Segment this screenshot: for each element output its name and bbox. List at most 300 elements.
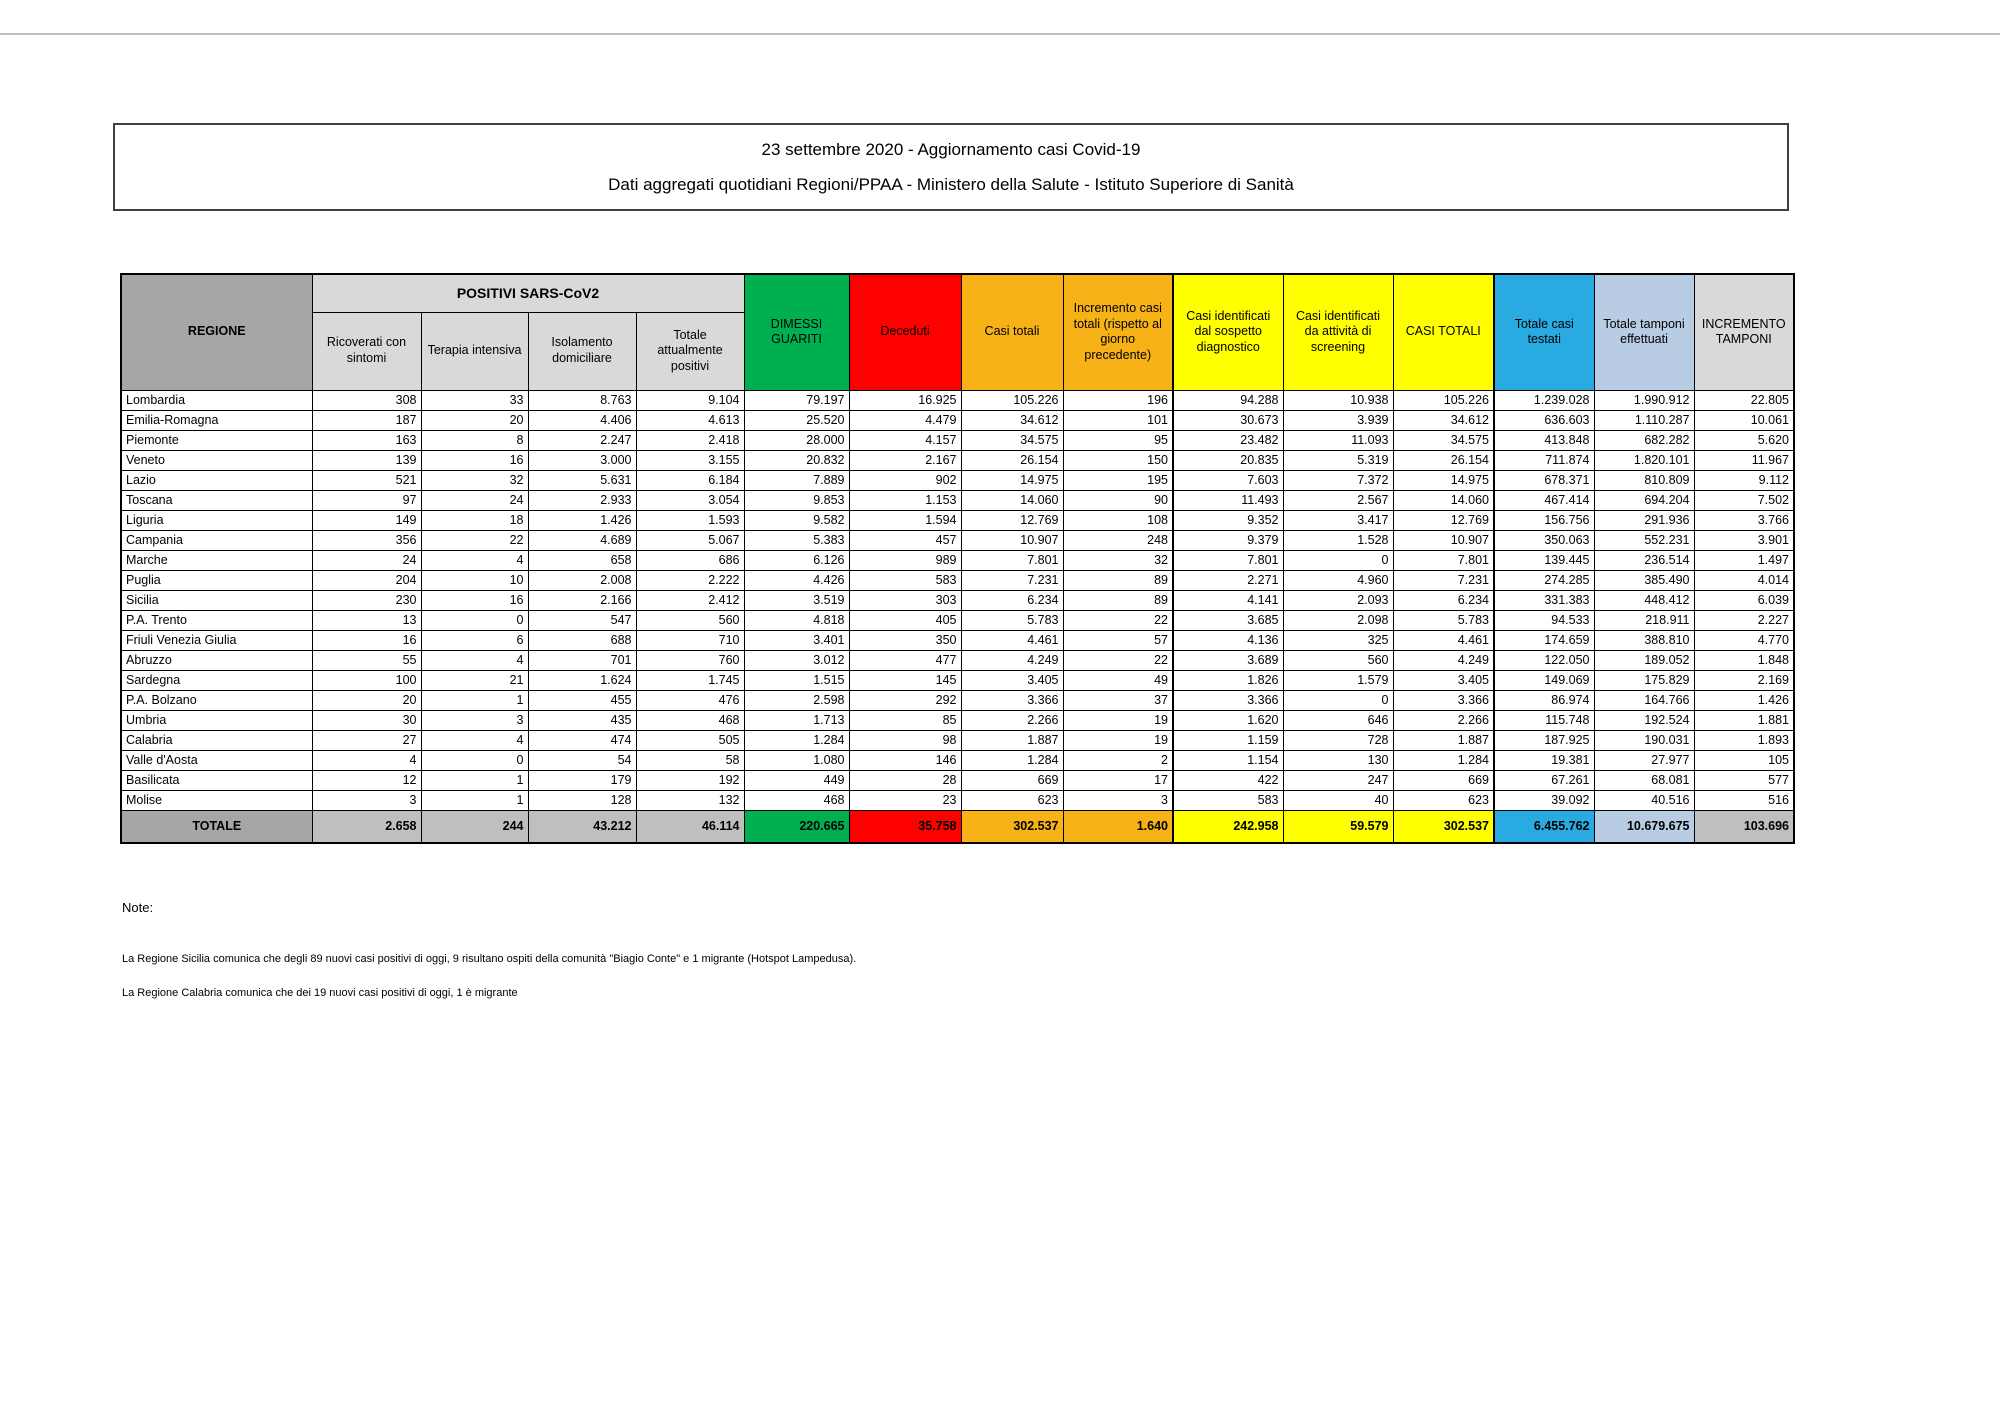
value-cell: 6.234: [1393, 590, 1494, 610]
value-cell: 0: [1283, 690, 1393, 710]
value-cell: 14.060: [1393, 490, 1494, 510]
covid-data-table: [120, 273, 1795, 844]
value-cell: 474: [528, 730, 636, 750]
value-cell: 1.284: [744, 730, 849, 750]
region-name-cell: Puglia: [121, 570, 312, 590]
value-cell: 1.159: [1173, 730, 1283, 750]
value-cell: 204: [312, 570, 421, 590]
value-cell: 14.975: [1393, 470, 1494, 490]
value-cell: 189.052: [1594, 650, 1694, 670]
value-cell: 16: [421, 590, 528, 610]
value-cell: 1.848: [1694, 650, 1794, 670]
value-cell: 1.426: [528, 510, 636, 530]
value-cell: 2.271: [1173, 570, 1283, 590]
note-line-1: La Regione Sicilia comunica che degli 89 nuovi casi positivi di oggi, 9 risultano ospiti della comunità "Biagio Conte" e 1 migrante (Hotspot Lampedusa).: [122, 953, 857, 965]
table-row: [121, 510, 1794, 530]
table-row: [121, 690, 1794, 710]
header-isolamento: Isolamento domiciliare: [528, 312, 636, 390]
value-cell: 3.366: [1173, 690, 1283, 710]
value-cell: 230: [312, 590, 421, 610]
value-cell: 179: [528, 770, 636, 790]
header-positivi-group: POSITIVI SARS-CoV2: [312, 274, 744, 312]
value-cell: 12.769: [1393, 510, 1494, 530]
value-cell: 7.603: [1173, 470, 1283, 490]
value-cell: 3.155: [636, 450, 744, 470]
value-cell: 457: [849, 530, 961, 550]
value-cell: 405: [849, 610, 961, 630]
total-value-cell: 220.665: [744, 810, 849, 843]
value-cell: 4.014: [1694, 570, 1794, 590]
value-cell: 24: [312, 550, 421, 570]
value-cell: 10.061: [1694, 410, 1794, 430]
value-cell: 40.516: [1594, 790, 1694, 810]
value-cell: 3.685: [1173, 610, 1283, 630]
value-cell: 4: [421, 550, 528, 570]
value-cell: 55: [312, 650, 421, 670]
value-cell: 21: [421, 670, 528, 690]
value-cell: 2.598: [744, 690, 849, 710]
value-cell: 552.231: [1594, 530, 1694, 550]
total-value-cell: 244: [421, 810, 528, 843]
value-cell: 9.352: [1173, 510, 1283, 530]
value-cell: 0: [421, 750, 528, 770]
value-cell: 4: [421, 730, 528, 750]
value-cell: 19: [1063, 730, 1173, 750]
value-cell: 192: [636, 770, 744, 790]
table-row: [121, 570, 1794, 590]
value-cell: 636.603: [1494, 410, 1594, 430]
value-cell: 1.284: [961, 750, 1063, 770]
value-cell: 350.063: [1494, 530, 1594, 550]
total-value-cell: 1.640: [1063, 810, 1173, 843]
value-cell: 3: [421, 710, 528, 730]
value-cell: 694.204: [1594, 490, 1694, 510]
value-cell: 17: [1063, 770, 1173, 790]
region-name-cell: P.A. Trento: [121, 610, 312, 630]
value-cell: 3.405: [1393, 670, 1494, 690]
header-dimessi-guariti: DIMESSI GUARITI: [744, 274, 849, 390]
value-cell: 623: [961, 790, 1063, 810]
total-value-cell: 43.212: [528, 810, 636, 843]
value-cell: 130: [1283, 750, 1393, 770]
total-value-cell: 46.114: [636, 810, 744, 843]
value-cell: 1.080: [744, 750, 849, 770]
header-incremento-tamponi: INCREMENTO TAMPONI: [1694, 274, 1794, 390]
value-cell: 646: [1283, 710, 1393, 730]
value-cell: 97: [312, 490, 421, 510]
value-cell: 1.826: [1173, 670, 1283, 690]
value-cell: 5.631: [528, 470, 636, 490]
value-cell: 34.612: [1393, 410, 1494, 430]
value-cell: 4.461: [961, 630, 1063, 650]
value-cell: 7.231: [961, 570, 1063, 590]
value-cell: 12: [312, 770, 421, 790]
value-cell: 4.249: [1393, 650, 1494, 670]
value-cell: 711.874: [1494, 450, 1594, 470]
value-cell: 4.249: [961, 650, 1063, 670]
value-cell: 2.266: [961, 710, 1063, 730]
value-cell: 34.575: [1393, 430, 1494, 450]
title-box: [113, 123, 1789, 211]
value-cell: 4.479: [849, 410, 961, 430]
value-cell: 6.126: [744, 550, 849, 570]
table-row: [121, 470, 1794, 490]
value-cell: 422: [1173, 770, 1283, 790]
table-row: [121, 650, 1794, 670]
table-row: [121, 710, 1794, 730]
value-cell: 14.060: [961, 490, 1063, 510]
value-cell: 3.366: [961, 690, 1063, 710]
value-cell: 9.379: [1173, 530, 1283, 550]
value-cell: 583: [849, 570, 961, 590]
value-cell: 1.620: [1173, 710, 1283, 730]
value-cell: 19: [1063, 710, 1173, 730]
value-cell: 4.689: [528, 530, 636, 550]
value-cell: 760: [636, 650, 744, 670]
value-cell: 4.960: [1283, 570, 1393, 590]
value-cell: 547: [528, 610, 636, 630]
value-cell: 1.593: [636, 510, 744, 530]
table-row: [121, 530, 1794, 550]
value-cell: 1.624: [528, 670, 636, 690]
value-cell: 115.748: [1494, 710, 1594, 730]
value-cell: 20.832: [744, 450, 849, 470]
value-cell: 989: [849, 550, 961, 570]
value-cell: 94.533: [1494, 610, 1594, 630]
value-cell: 4.406: [528, 410, 636, 430]
value-cell: 139.445: [1494, 550, 1594, 570]
value-cell: 236.514: [1594, 550, 1694, 570]
value-cell: 560: [1283, 650, 1393, 670]
value-cell: 27.977: [1594, 750, 1694, 770]
region-name-cell: Veneto: [121, 450, 312, 470]
value-cell: 1.154: [1173, 750, 1283, 770]
value-cell: 2: [1063, 750, 1173, 770]
title-line-2: Dati aggregati quotidiani Regioni/PPAA - Ministero della Salute - Istituto Superiore di Sanità: [608, 174, 1294, 194]
value-cell: 7.231: [1393, 570, 1494, 590]
value-cell: 23: [849, 790, 961, 810]
value-cell: 1.284: [1393, 750, 1494, 770]
value-cell: 3.689: [1173, 650, 1283, 670]
value-cell: 32: [421, 470, 528, 490]
header-casi-totali: Casi totali: [961, 274, 1063, 390]
value-cell: 34.575: [961, 430, 1063, 450]
value-cell: 3.519: [744, 590, 849, 610]
table-row: [121, 670, 1794, 690]
value-cell: 4: [312, 750, 421, 770]
value-cell: 11.493: [1173, 490, 1283, 510]
value-cell: 7.502: [1694, 490, 1794, 510]
value-cell: 22: [1063, 610, 1173, 630]
table-row: [121, 490, 1794, 510]
value-cell: 686: [636, 550, 744, 570]
value-cell: 1.528: [1283, 530, 1393, 550]
value-cell: 682.282: [1594, 430, 1694, 450]
value-cell: 19.381: [1494, 750, 1594, 770]
total-value-cell: 10.679.675: [1594, 810, 1694, 843]
value-cell: 356: [312, 530, 421, 550]
value-cell: 149: [312, 510, 421, 530]
value-cell: 90: [1063, 490, 1173, 510]
region-name-cell: Umbria: [121, 710, 312, 730]
value-cell: 95: [1063, 430, 1173, 450]
value-cell: 192.524: [1594, 710, 1694, 730]
value-cell: 2.247: [528, 430, 636, 450]
value-cell: 139: [312, 450, 421, 470]
value-cell: 5.067: [636, 530, 744, 550]
value-cell: 468: [636, 710, 744, 730]
value-cell: 98: [849, 730, 961, 750]
value-cell: 1.713: [744, 710, 849, 730]
total-value-cell: 6.455.762: [1494, 810, 1594, 843]
page-top-divider: [0, 33, 2000, 35]
header-sospetto-diagnostico: Casi identificati dal sospetto diagnostico: [1173, 274, 1283, 390]
value-cell: 4.426: [744, 570, 849, 590]
value-cell: 175.829: [1594, 670, 1694, 690]
value-cell: 1.426: [1694, 690, 1794, 710]
value-cell: 11.093: [1283, 430, 1393, 450]
note-line-2: La Regione Calabria comunica che dei 19 nuovi casi positivi di oggi, 1 è migrante: [122, 987, 518, 999]
value-cell: 623: [1393, 790, 1494, 810]
value-cell: 16: [312, 630, 421, 650]
region-name-cell: Friuli Venezia Giulia: [121, 630, 312, 650]
value-cell: 8: [421, 430, 528, 450]
value-cell: 8.763: [528, 390, 636, 410]
value-cell: 2.008: [528, 570, 636, 590]
value-cell: 577: [1694, 770, 1794, 790]
value-cell: 20: [421, 410, 528, 430]
table-row: [121, 770, 1794, 790]
value-cell: 1.745: [636, 670, 744, 690]
total-value-cell: 2.658: [312, 810, 421, 843]
value-cell: 146: [849, 750, 961, 770]
value-cell: 28: [849, 770, 961, 790]
value-cell: 658: [528, 550, 636, 570]
value-cell: 2.093: [1283, 590, 1393, 610]
value-cell: 3.401: [744, 630, 849, 650]
total-row: [121, 810, 1794, 843]
value-cell: 196: [1063, 390, 1173, 410]
value-cell: 1.820.101: [1594, 450, 1694, 470]
notes-title: Note:: [122, 900, 154, 915]
header-casi-testati: Totale casi testati: [1494, 274, 1594, 390]
value-cell: 22: [1063, 650, 1173, 670]
value-cell: 448.412: [1594, 590, 1694, 610]
value-cell: 16.925: [849, 390, 961, 410]
value-cell: 2.567: [1283, 490, 1393, 510]
value-cell: 669: [1393, 770, 1494, 790]
value-cell: 6.184: [636, 470, 744, 490]
value-cell: 67.261: [1494, 770, 1594, 790]
region-name-cell: P.A. Bolzano: [121, 690, 312, 710]
value-cell: 303: [849, 590, 961, 610]
value-cell: 85: [849, 710, 961, 730]
value-cell: 4.461: [1393, 630, 1494, 650]
value-cell: 413.848: [1494, 430, 1594, 450]
value-cell: 9.104: [636, 390, 744, 410]
value-cell: 468: [744, 790, 849, 810]
value-cell: 174.659: [1494, 630, 1594, 650]
table-row: [121, 450, 1794, 470]
value-cell: 5.319: [1283, 450, 1393, 470]
value-cell: 810.809: [1594, 470, 1694, 490]
value-cell: 9.853: [744, 490, 849, 510]
value-cell: 164.766: [1594, 690, 1694, 710]
value-cell: 1.881: [1694, 710, 1794, 730]
value-cell: 89: [1063, 590, 1173, 610]
value-cell: 292: [849, 690, 961, 710]
value-cell: 9.112: [1694, 470, 1794, 490]
value-cell: 28.000: [744, 430, 849, 450]
header-regione: REGIONE: [121, 274, 312, 390]
value-cell: 516: [1694, 790, 1794, 810]
value-cell: 2.266: [1393, 710, 1494, 730]
value-cell: 435: [528, 710, 636, 730]
value-cell: 39.092: [1494, 790, 1594, 810]
region-name-cell: Lombardia: [121, 390, 312, 410]
value-cell: 58: [636, 750, 744, 770]
value-cell: 86.974: [1494, 690, 1594, 710]
value-cell: 3.405: [961, 670, 1063, 690]
header-casi-totali-2: CASI TOTALI: [1393, 274, 1494, 390]
value-cell: 331.383: [1494, 590, 1594, 610]
value-cell: 18: [421, 510, 528, 530]
region-name-cell: Marche: [121, 550, 312, 570]
value-cell: 22: [421, 530, 528, 550]
value-cell: 10.907: [1393, 530, 1494, 550]
value-cell: 49: [1063, 670, 1173, 690]
value-cell: 34.612: [961, 410, 1063, 430]
value-cell: 325: [1283, 630, 1393, 650]
table-row: [121, 590, 1794, 610]
value-cell: 2.098: [1283, 610, 1393, 630]
value-cell: 79.197: [744, 390, 849, 410]
value-cell: 33: [421, 390, 528, 410]
value-cell: 105: [1694, 750, 1794, 770]
value-cell: 4.141: [1173, 590, 1283, 610]
table-row: [121, 610, 1794, 630]
title-line-1: 23 settembre 2020 - Aggiornamento casi Covid-19: [761, 139, 1141, 159]
total-value-cell: 302.537: [1393, 810, 1494, 843]
value-cell: 710: [636, 630, 744, 650]
value-cell: 108: [1063, 510, 1173, 530]
value-cell: 2.222: [636, 570, 744, 590]
region-name-cell: Calabria: [121, 730, 312, 750]
value-cell: 7.889: [744, 470, 849, 490]
value-cell: 1.579: [1283, 670, 1393, 690]
value-cell: 4.136: [1173, 630, 1283, 650]
value-cell: 54: [528, 750, 636, 770]
value-cell: 3.000: [528, 450, 636, 470]
table-row: [121, 630, 1794, 650]
total-value-cell: 242.958: [1173, 810, 1283, 843]
region-name-cell: Piemonte: [121, 430, 312, 450]
value-cell: 187: [312, 410, 421, 430]
value-cell: 6.234: [961, 590, 1063, 610]
value-cell: 101: [1063, 410, 1173, 430]
value-cell: 6: [421, 630, 528, 650]
value-cell: 678.371: [1494, 470, 1594, 490]
value-cell: 5.783: [1393, 610, 1494, 630]
value-cell: 902: [849, 470, 961, 490]
value-cell: 3: [312, 790, 421, 810]
value-cell: 132: [636, 790, 744, 810]
value-cell: 163: [312, 430, 421, 450]
header-terapia-intensiva: Terapia intensiva: [421, 312, 528, 390]
region-name-cell: Molise: [121, 790, 312, 810]
value-cell: 156.756: [1494, 510, 1594, 530]
value-cell: 521: [312, 470, 421, 490]
value-cell: 4: [421, 650, 528, 670]
value-cell: 105.226: [1393, 390, 1494, 410]
value-cell: 10: [421, 570, 528, 590]
value-cell: 68.081: [1594, 770, 1694, 790]
value-cell: 248: [1063, 530, 1173, 550]
header-screening: Casi identificati da attività di screening: [1283, 274, 1393, 390]
value-cell: 2.412: [636, 590, 744, 610]
value-cell: 57: [1063, 630, 1173, 650]
total-value-cell: 302.537: [961, 810, 1063, 843]
value-cell: 688: [528, 630, 636, 650]
value-cell: 27: [312, 730, 421, 750]
value-cell: 449: [744, 770, 849, 790]
value-cell: 4.770: [1694, 630, 1794, 650]
value-cell: 105.226: [961, 390, 1063, 410]
value-cell: 100: [312, 670, 421, 690]
header-ricoverati: Ricoverati con sintomi: [312, 312, 421, 390]
value-cell: 37: [1063, 690, 1173, 710]
value-cell: 3: [1063, 790, 1173, 810]
region-name-cell: Campania: [121, 530, 312, 550]
value-cell: 2.166: [528, 590, 636, 610]
value-cell: 3.766: [1694, 510, 1794, 530]
value-cell: 1.110.287: [1594, 410, 1694, 430]
value-cell: 195: [1063, 470, 1173, 490]
value-cell: 1: [421, 690, 528, 710]
value-cell: 388.810: [1594, 630, 1694, 650]
value-cell: 274.285: [1494, 570, 1594, 590]
value-cell: 476: [636, 690, 744, 710]
value-cell: 128: [528, 790, 636, 810]
value-cell: 30.673: [1173, 410, 1283, 430]
value-cell: 1.497: [1694, 550, 1794, 570]
value-cell: 24: [421, 490, 528, 510]
table-row: [121, 390, 1794, 410]
value-cell: 145: [849, 670, 961, 690]
value-cell: 5.383: [744, 530, 849, 550]
region-name-cell: Lazio: [121, 470, 312, 490]
value-cell: 1.594: [849, 510, 961, 530]
value-cell: 12.769: [961, 510, 1063, 530]
value-cell: 187.925: [1494, 730, 1594, 750]
value-cell: 1.893: [1694, 730, 1794, 750]
value-cell: 4.613: [636, 410, 744, 430]
value-cell: 3.366: [1393, 690, 1494, 710]
value-cell: 0: [421, 610, 528, 630]
value-cell: 350: [849, 630, 961, 650]
total-value-cell: 103.696: [1694, 810, 1794, 843]
value-cell: 2.167: [849, 450, 961, 470]
value-cell: 2.169: [1694, 670, 1794, 690]
value-cell: 20: [312, 690, 421, 710]
region-name-cell: Abruzzo: [121, 650, 312, 670]
region-name-cell: Emilia-Romagna: [121, 410, 312, 430]
value-cell: 7.801: [961, 550, 1063, 570]
value-cell: 5.620: [1694, 430, 1794, 450]
value-cell: 467.414: [1494, 490, 1594, 510]
value-cell: 4.157: [849, 430, 961, 450]
region-name-cell: Valle d'Aosta: [121, 750, 312, 770]
